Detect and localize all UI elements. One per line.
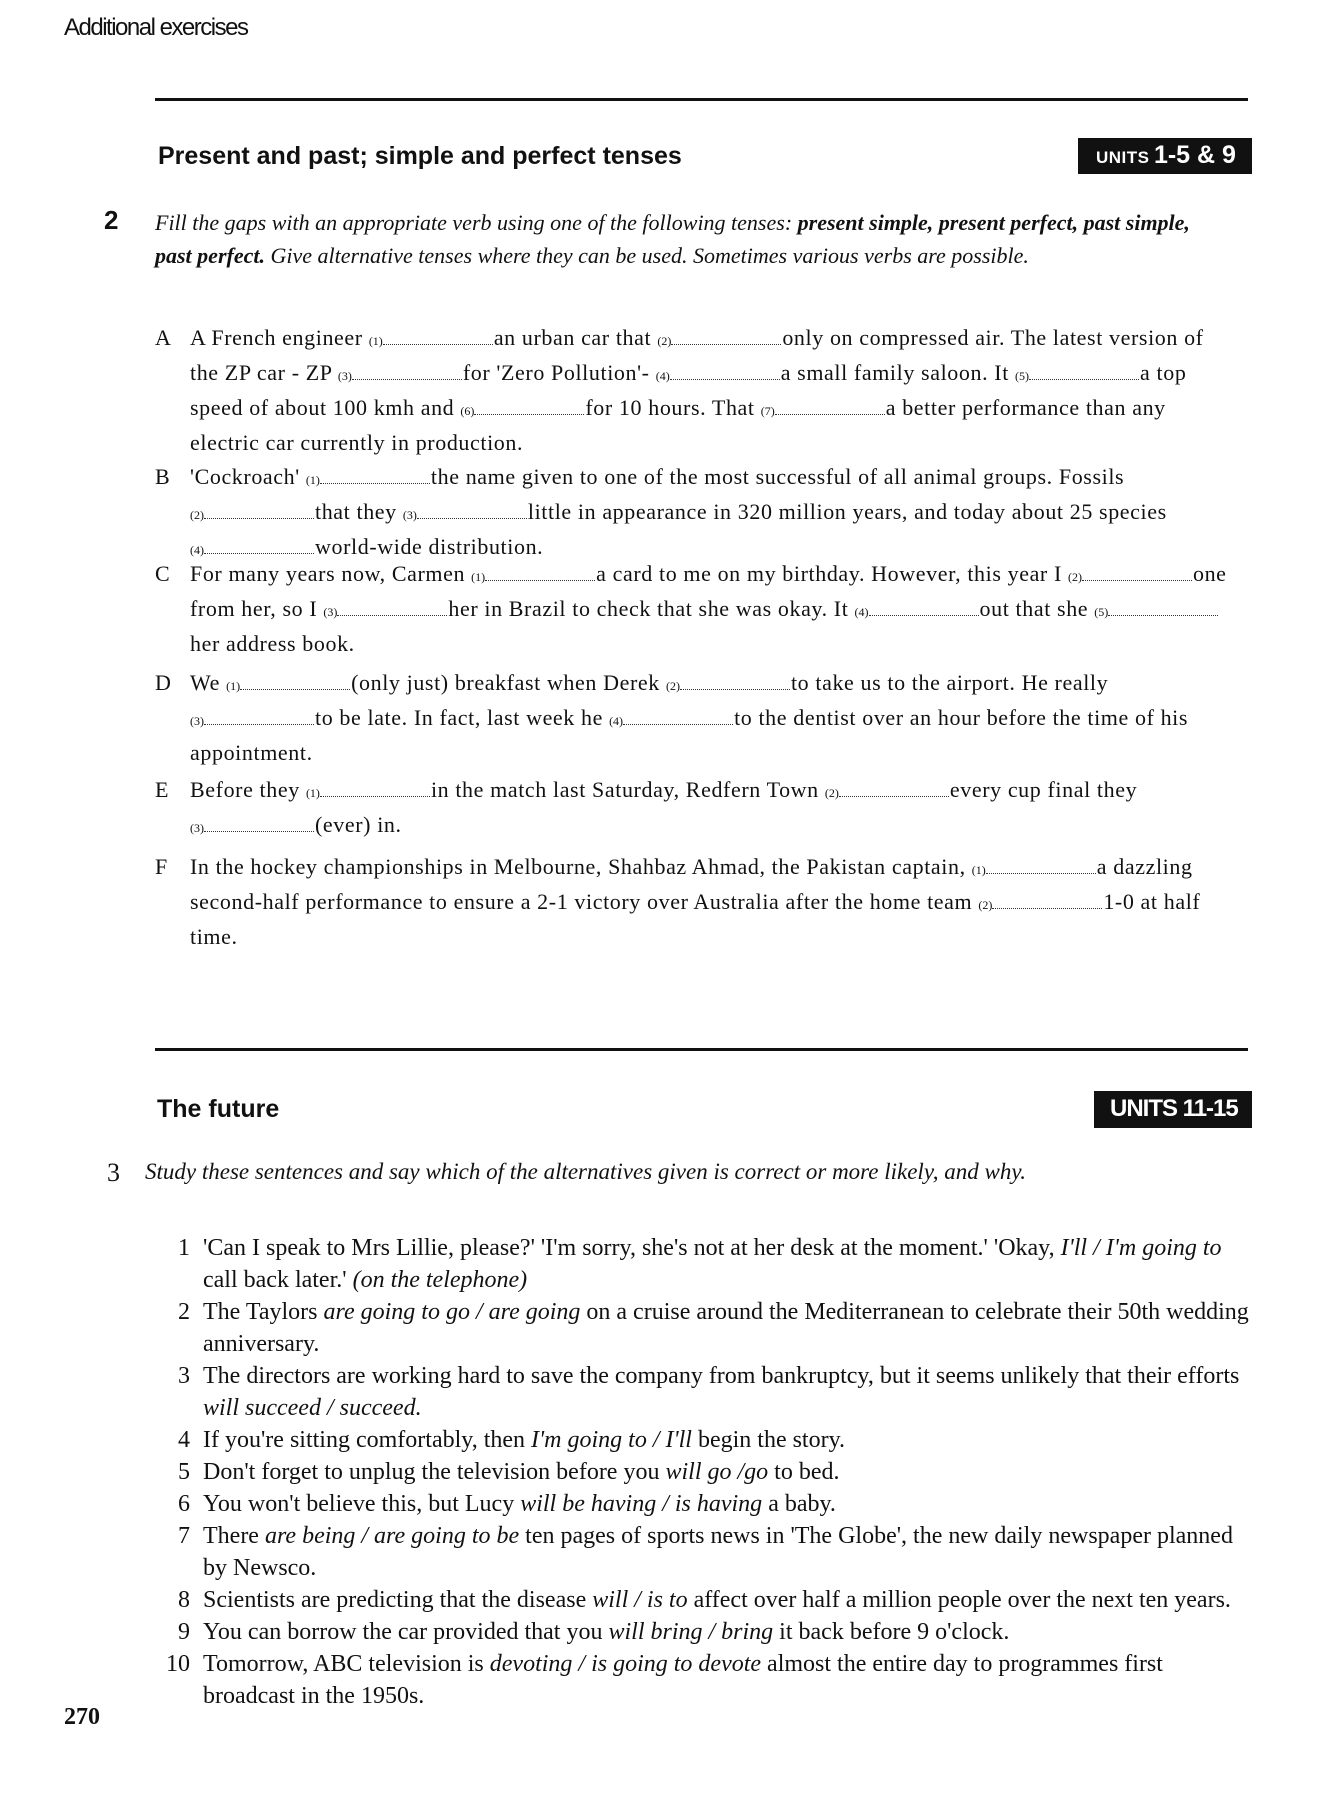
answer-gap[interactable] — [825, 777, 950, 802]
item-segment: 'Cockroach' — [190, 464, 306, 489]
sentence-number: 7 — [178, 1523, 190, 1549]
gap-number: (3) — [402, 508, 417, 522]
exercise-number: 2 — [104, 205, 119, 235]
sentence-number: 6 — [178, 1491, 190, 1517]
sentence-number: 3 — [178, 1363, 190, 1389]
answer-gap[interactable] — [369, 325, 494, 350]
section-divider — [155, 1048, 1248, 1051]
instruction-text: Give alternative tenses where they can be used. Sometimes various verbs are possible. — [264, 243, 1029, 268]
tense-list: present simple, present perfect, past simple, past perfect. — [155, 210, 1190, 268]
gap-fill-item-d — [155, 667, 1235, 769]
gap-number: (2) — [824, 786, 839, 800]
answer-gap[interactable] — [338, 360, 463, 385]
gap-line — [320, 795, 430, 797]
gap-fill-item-e — [155, 774, 1235, 844]
sentence-segment: Scientists are predicting that the disease — [203, 1587, 593, 1613]
gap-line — [680, 688, 790, 690]
gap-number: (1) — [305, 473, 320, 487]
sentence-number: 10 — [166, 1651, 190, 1677]
alternative-choice[interactable]: devoting / is going to devote — [489, 1651, 762, 1677]
sentence-number: 4 — [178, 1427, 190, 1453]
answer-gap[interactable] — [855, 596, 980, 621]
answer-gap[interactable] — [1094, 596, 1219, 621]
gap-line — [671, 343, 781, 345]
alternative-choice[interactable]: will go /go — [665, 1459, 769, 1485]
sentence-item — [150, 1424, 1250, 1456]
answer-gap[interactable] — [1015, 360, 1140, 385]
gap-number: (7) — [760, 404, 775, 418]
item-segment: 1-0 at half time. — [190, 889, 1201, 949]
answer-gap[interactable] — [1068, 561, 1193, 586]
exercise-instruction — [155, 206, 1215, 272]
sentence-segment: it back before 9 o'clock. — [773, 1619, 1010, 1645]
sentence-item — [150, 1296, 1250, 1360]
answer-gap[interactable] — [323, 596, 448, 621]
alternative-choice[interactable]: (on the telephone) — [352, 1267, 528, 1293]
item-letter: F — [155, 854, 168, 879]
section-title-future: The future — [157, 1095, 280, 1123]
answer-gap[interactable] — [306, 777, 431, 802]
item-text — [190, 558, 1235, 660]
answer-gap[interactable] — [190, 705, 315, 730]
answer-gap[interactable] — [306, 464, 431, 489]
running-head: Additional exercises — [64, 14, 248, 41]
section-title-tenses: Present and past; simple and perfect tenses — [158, 142, 682, 170]
item-segment: her in Brazil to check that she was okay. It — [448, 596, 855, 621]
answer-gap[interactable] — [609, 705, 734, 730]
gap-number: (1) — [368, 334, 383, 348]
item-segment: out that she — [979, 596, 1095, 621]
item-segment: for 10 hours. That — [585, 395, 761, 420]
gap-line — [869, 614, 979, 616]
units-range: UNITS 11-15 — [1110, 1095, 1238, 1122]
gap-line — [775, 413, 885, 415]
gap-line — [986, 872, 1096, 874]
gap-line — [383, 343, 493, 345]
item-segment: that they — [315, 499, 403, 524]
gap-number: (2) — [190, 508, 204, 522]
sentence-item — [150, 1488, 1250, 1520]
item-segment: the name given to one of the most successful of all animal groups. Fossils — [430, 464, 1125, 489]
item-segment: only on compressed air. The latest version of the ZP car - ZP — [190, 325, 1204, 385]
item-segment: an urban car that — [493, 325, 658, 350]
answer-gap[interactable] — [656, 360, 781, 385]
sentence-item — [150, 1584, 1250, 1616]
answer-gap[interactable] — [657, 325, 782, 350]
gap-number: (6) — [460, 404, 475, 418]
gap-line — [204, 723, 314, 725]
answer-gap[interactable] — [403, 499, 528, 524]
gap-number: (2) — [665, 679, 680, 693]
gap-number: (3) — [190, 714, 204, 728]
gap-number: (4) — [190, 543, 204, 557]
item-segment: We — [190, 670, 227, 695]
sentence-segment: almost the entire day to programmes first broadcast in the 1950s. — [203, 1651, 1163, 1709]
gap-line — [1108, 614, 1218, 616]
gap-line — [240, 688, 350, 690]
sentence-segment: You can borrow the car provided that you — [203, 1619, 609, 1645]
sentence-item — [150, 1648, 1250, 1712]
instruction-text: Fill the gaps with an appropriate verb using one of the following tenses: — [155, 210, 798, 235]
sentence-segment: to bed. — [768, 1459, 840, 1485]
alternative-choice[interactable]: will be having / is having — [520, 1491, 763, 1517]
gap-number: (1) — [305, 786, 320, 800]
alternative-choice[interactable]: are going to go / are going — [323, 1299, 581, 1325]
item-text — [190, 667, 1235, 769]
alternative-choice[interactable]: will bring / bring — [608, 1619, 774, 1645]
gap-line — [670, 378, 780, 380]
gap-number: (4) — [655, 369, 670, 383]
gap-line — [320, 482, 430, 484]
item-letter: D — [155, 670, 172, 695]
sentence-segment: 'Can I speak to Mrs Lillie, please?' 'I'm sorry, she's not at her desk at the moment.' 'Okay, — [203, 1235, 1061, 1261]
sentence-item — [150, 1456, 1250, 1488]
item-segment: a dazzling second-half performance to ensure a 2-1 victory over Australia after the home team — [190, 854, 1193, 914]
gap-number: (1) — [226, 679, 241, 693]
alternative-choice[interactable]: I'll / I'm going to — [1060, 1235, 1222, 1261]
gap-number: (3) — [337, 369, 352, 383]
gap-line — [204, 517, 314, 519]
item-text — [190, 851, 1235, 953]
item-segment: a card to me on my birthday. However, this year I — [596, 561, 1068, 586]
item-letter: C — [155, 561, 171, 586]
alternative-choice[interactable]: will succeed / succeed. — [203, 1395, 422, 1421]
gap-line — [485, 579, 595, 581]
gap-line — [623, 723, 733, 725]
alternative-choice[interactable]: are being / are going to be — [264, 1523, 520, 1549]
answer-gap[interactable] — [761, 395, 886, 420]
item-segment: a small family saloon. It — [780, 360, 1016, 385]
answer-gap[interactable] — [460, 395, 585, 420]
gap-line — [417, 517, 527, 519]
units-label: UNITS — [1096, 148, 1150, 167]
sentence-item — [150, 1360, 1250, 1424]
sentence-segment: Don't forget to unplug the television before you — [203, 1459, 666, 1485]
exercise-instruction: Study these sentences and say which of the alternatives given is correct or more likely, and why. — [145, 1159, 1027, 1184]
sentence-segment: Tomorrow, ABC television is — [203, 1651, 490, 1677]
sentence-number: 8 — [178, 1587, 190, 1613]
gap-line — [204, 552, 314, 554]
sentence-number: 1 — [178, 1235, 190, 1261]
item-segment: her address book. — [190, 631, 355, 656]
sentence-item — [150, 1232, 1250, 1296]
sentence-list — [150, 1232, 1250, 1712]
item-segment: for 'Zero Pollution'- — [462, 360, 656, 385]
item-text — [190, 774, 1235, 844]
sentence-segment: The directors are working hard to save the company from bankruptcy, but it seems unlikely that their efforts — [203, 1363, 1240, 1389]
sentence-number: 5 — [178, 1459, 190, 1485]
gap-line — [474, 413, 584, 415]
answer-gap[interactable] — [190, 499, 315, 524]
item-segment: in the match last Saturday, Redfern Town — [430, 777, 825, 802]
gap-number: (3) — [190, 821, 204, 835]
gap-line — [1029, 378, 1139, 380]
answer-gap[interactable] — [471, 561, 596, 586]
gap-line — [204, 830, 314, 832]
item-segment: a better performance than any electric car currently in production. — [190, 395, 1166, 455]
sentence-segment: a baby. — [762, 1491, 836, 1517]
gap-number: (2) — [1067, 570, 1082, 584]
gap-line — [337, 614, 447, 616]
item-segment: to the dentist over an hour before the time of his appointment. — [190, 705, 1189, 765]
gap-number: (5) — [1015, 369, 1030, 383]
item-segment: (only just) breakfast when Derek — [351, 670, 666, 695]
sentence-item — [150, 1616, 1250, 1648]
answer-gap[interactable] — [190, 812, 315, 837]
item-letter: A — [155, 325, 172, 350]
gap-number: (4) — [609, 714, 624, 728]
sentence-segment: begin the story. — [691, 1427, 846, 1453]
item-text — [190, 461, 1235, 566]
gap-line — [352, 378, 462, 380]
sentence-segment: ten pages of sports news in 'The Globe', the new daily newspaper planned by Newsco. — [203, 1523, 1233, 1581]
sentence-item — [150, 1520, 1250, 1584]
gap-fill-item-b — [155, 461, 1235, 566]
gap-number: (1) — [471, 570, 486, 584]
answer-gap[interactable] — [978, 889, 1103, 914]
item-segment: little in appearance in 320 million years, and today about 25 species — [527, 499, 1167, 524]
exercise-number: 3 — [107, 1158, 120, 1187]
sentence-number: 9 — [178, 1619, 190, 1645]
item-segment: In the hockey championships in Melbourne, Shahbaz Ahmad, the Pakistan captain, — [190, 854, 972, 879]
sentence-number: 2 — [178, 1299, 190, 1325]
answer-gap[interactable] — [190, 534, 315, 559]
sentence-segment: There — [203, 1523, 265, 1549]
sentence-segment: If you're sitting comfortably, then — [203, 1427, 532, 1453]
answer-gap[interactable] — [666, 670, 791, 695]
gap-line — [1082, 579, 1192, 581]
gap-number: (3) — [323, 605, 338, 619]
gap-number: (4) — [854, 605, 869, 619]
page-number: 270 — [64, 1704, 100, 1730]
gap-fill-item-f — [155, 851, 1235, 953]
item-segment: (ever) in. — [315, 812, 402, 837]
item-letter: B — [155, 464, 171, 489]
gap-line — [839, 795, 949, 797]
item-text — [190, 322, 1235, 459]
item-segment: every cup final they — [949, 777, 1138, 802]
gap-fill-item-c — [155, 558, 1235, 660]
item-segment: one from her, so I — [190, 561, 1227, 621]
gap-number: (5) — [1094, 605, 1109, 619]
units-badge — [1078, 138, 1252, 174]
answer-gap[interactable] — [972, 854, 1097, 879]
item-segment: a top speed of about 100 kmh and — [190, 360, 1187, 420]
gap-number: (1) — [971, 863, 986, 877]
sentence-segment: The Taylors — [203, 1299, 324, 1325]
answer-gap[interactable] — [226, 670, 351, 695]
item-segment: Before they — [190, 777, 306, 802]
alternative-choice[interactable]: will / is to — [592, 1587, 688, 1613]
item-segment: world-wide distribution. — [315, 534, 544, 559]
item-letter: E — [155, 777, 170, 802]
gap-number: (2) — [657, 334, 672, 348]
sentence-segment: affect over half a million people over the next ten years. — [687, 1587, 1231, 1613]
sentence-segment: You won't believe this, but Lucy — [203, 1491, 521, 1517]
item-segment: A French engineer — [190, 325, 369, 350]
sentence-segment: on a cruise around the Mediterranean to celebrate their 50th wedding anniversary. — [203, 1299, 1249, 1357]
gap-line — [992, 907, 1102, 909]
alternative-choice[interactable]: I'm going to / I'll — [531, 1427, 692, 1453]
sentence-segment: call back later.' — [203, 1267, 353, 1293]
item-segment: For many years now, Carmen — [190, 561, 472, 586]
units-range: 1-5 & 9 — [1153, 141, 1236, 169]
section-divider — [155, 98, 1248, 101]
item-segment: to take us to the airport. He really — [790, 670, 1109, 695]
gap-fill-item-a — [155, 322, 1235, 459]
units-badge — [1094, 1091, 1252, 1128]
gap-number: (2) — [978, 898, 993, 912]
item-segment: to be late. In fact, last week he — [315, 705, 610, 730]
